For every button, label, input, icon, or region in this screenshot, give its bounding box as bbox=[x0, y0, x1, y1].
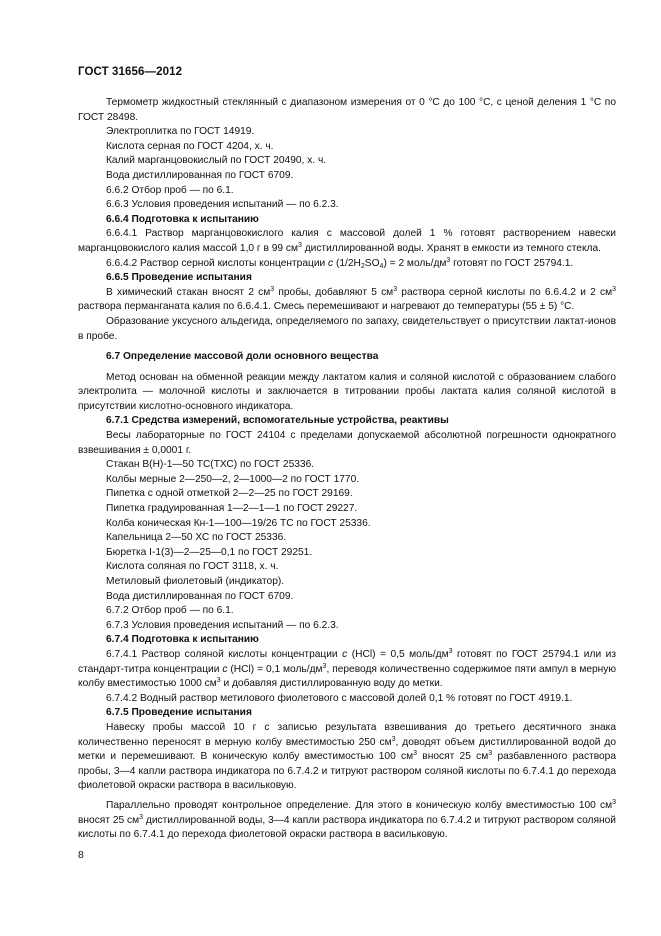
superscript: 3 bbox=[612, 798, 616, 806]
pipette-item: Пипетка с одной отметкой 2—2—25 по ГОСТ 29169. bbox=[106, 488, 353, 500]
hydrochloric-acid-item: Кислота соляная по ГОСТ 3118, х. ч. bbox=[106, 561, 279, 573]
heading-6-7: 6.7 Определение массовой доли основного вещества bbox=[106, 351, 379, 363]
text-run: вносят 25 см bbox=[417, 751, 489, 763]
heading-6-7-4: 6.7.4 Подготовка к испытанию bbox=[106, 634, 259, 646]
text-run: и добавляя дистиллированную воду до метки. bbox=[220, 678, 443, 690]
paragraph-6-7-4-2: 6.7.4.2 Водный раствор метилового фиолетового с массовой долей 0,1 % готовят по ГОСТ 4919.1. bbox=[106, 692, 573, 704]
text-run: (HCl) = 0,1 моль/дм bbox=[227, 663, 323, 675]
water-item: Вода дистиллированная по ГОСТ 6709. bbox=[106, 169, 294, 181]
superscript: 3 bbox=[446, 256, 451, 264]
concentration-symbol: c bbox=[222, 663, 228, 675]
superscript: 3 bbox=[297, 241, 302, 249]
burette-item: Бюретка I-1(3)—2—25—0,1 по ГОСТ 29251. bbox=[106, 546, 313, 558]
paragraph-6-6-5 bbox=[78, 286, 616, 315]
text-run: Навеску пробы массой 10 г с записью результата взвешивания до третьего десятичного знака количественно переносят в мерную колбу вместимостью 250 см bbox=[78, 721, 616, 748]
text-run: 6.7.4.1 Раствор соляной кислоты концентрации bbox=[106, 648, 343, 660]
heading-6-7-5: 6.7.5 Проведение испытания bbox=[106, 707, 252, 719]
superscript: 3 bbox=[488, 750, 493, 758]
subscript: 2 bbox=[360, 262, 365, 270]
aldehyde-paragraph: Образование уксусного альдегида, определяемого по запаху, свидетельствует о присутствии лактат-ионов в пробе. bbox=[78, 315, 616, 342]
superscript: 3 bbox=[413, 750, 418, 758]
text-run: дистиллированной воды. Хранят в емкости из темного стекла. bbox=[301, 242, 601, 254]
paragraph-6-6-4-2 bbox=[78, 257, 616, 272]
text-run: В химический стакан вносят 2 см bbox=[106, 286, 271, 298]
text-run: 6.6.4.1 Раствор марганцовокислого калия с массовой долей 1 % готовят растворением навески марганцовокислого калия массой 1,0 г в 99 см bbox=[78, 228, 616, 254]
text-run: вносят 25 см bbox=[78, 814, 140, 826]
thermometer-item: Термометр жидкостный стеклянный с диапазоном измерения от 0 °С до 100 °С, с ценой деления 1 °С по ГОСТ 28498. bbox=[78, 97, 616, 123]
concentration-symbol: c bbox=[328, 257, 334, 269]
paragraph-6-7-4-1 bbox=[78, 648, 616, 692]
superscript: 3 bbox=[391, 735, 396, 743]
section-6-6-3: 6.6.3 Условия проведения испытаний — по 6.2.3. bbox=[106, 199, 339, 211]
text-run: SO bbox=[364, 257, 380, 269]
paragraph-6-6-4-1 bbox=[78, 227, 616, 256]
text-run: Параллельно проводят контрольное определение. Для этого в коническую колбу вместимостью 100 см bbox=[106, 799, 613, 811]
permanganate-item: Калий марганцовокислый по ГОСТ 20490, х. ч. bbox=[106, 155, 327, 167]
section-6-6-2: 6.6.2 Отбор проб — по 6.1. bbox=[106, 184, 234, 196]
heading-6-7-1: 6.7.1 Средства измерений, вспомогательные устройства, реактивы bbox=[106, 415, 449, 427]
indicator-item: Метиловый фиолетовый (индикатор). bbox=[106, 576, 285, 587]
superscript: 3 bbox=[612, 285, 616, 293]
concentration-symbol: c bbox=[342, 648, 348, 660]
page-number: 8 bbox=[78, 849, 84, 861]
superscript: 3 bbox=[270, 285, 275, 293]
text-run: , переводя количественно содержимое пяти ампул в мерную колбу вместимостью 1000 см bbox=[78, 663, 617, 690]
document-body bbox=[78, 96, 616, 843]
scales-item: Весы лабораторные по ГОСТ 24104 с пределами допускаемой абсолютной погрешности однократного взвешивания ± 0,0001 г. bbox=[78, 430, 616, 456]
heading-6-6-4: 6.6.4 Подготовка к испытанию bbox=[106, 213, 259, 225]
text-run: дистиллированной воды, 3—4 капли раствора индикатора по 6.7.4.2 и титруют раствором соляной кислоты по 6.7.4.1 до перехода фиолетовой окраски раствора в васильковую. bbox=[78, 814, 616, 841]
heading-6-6-5: 6.6.5 Проведение испытания bbox=[106, 272, 252, 284]
text-run: раствора серной кислоты по 6.6.4.2 и 2 см bbox=[397, 286, 613, 298]
text-run: разбавленного раствора пробы, 3—4 капли раствора индикатора по 6.7.4.2 и титруют раствором соляной кислоты по 6.7.4.1 до перехода фиолетовой окраски раствора в васильковую. bbox=[78, 751, 617, 792]
text-run: ) = 2 моль/дм bbox=[383, 257, 447, 269]
superscript: 3 bbox=[393, 285, 398, 293]
paragraph-6-7-5 bbox=[78, 721, 616, 794]
control-paragraph bbox=[78, 799, 616, 843]
section-6-7-3: 6.7.3 Условия проведения испытаний — по 6.2.3. bbox=[106, 619, 339, 631]
text-run: раствора перманганата калия по 6.6.4.1. Смесь перемешивают и нагревают до температуры (55 ± 5) °С. bbox=[78, 301, 575, 313]
water-item: Вода дистиллированная по ГОСТ 6709. bbox=[106, 590, 294, 602]
superscript: 3 bbox=[216, 677, 221, 685]
text-run: 6.6.4.2 Раствор серной кислоты концентрации bbox=[106, 257, 329, 269]
text-run: готовят по ГОСТ 25794.1. bbox=[450, 257, 574, 269]
superscript: 3 bbox=[322, 662, 327, 670]
dropper-item: Капельница 2—50 ХС по ГОСТ 25336. bbox=[106, 532, 287, 544]
conical-flask-item: Колба коническая Кн-1—100—19/26 ТС по ГОСТ 25336. bbox=[106, 517, 371, 529]
text-run: (1/2H bbox=[333, 257, 361, 269]
stove-item: Электроплитка по ГОСТ 14919. bbox=[106, 126, 255, 138]
subscript: 4 bbox=[379, 262, 384, 270]
flasks-item: Колбы мерные 2—250—2, 2—1000—2 по ГОСТ 1770. bbox=[106, 473, 360, 485]
beaker-item: Стакан В(Н)-1—50 ТС(ТХС) по ГОСТ 25336. bbox=[106, 459, 315, 471]
text-run: готовят по ГОСТ 25794.1 или из стандарт-титра концентрации bbox=[78, 648, 617, 675]
graduated-pipette-item: Пипетка градуированная 1—2—1—1 по ГОСТ 29227. bbox=[106, 503, 358, 515]
section-6-7-2: 6.7.2 Отбор проб — по 6.1. bbox=[106, 605, 234, 617]
sulfuric-acid-item: Кислота серная по ГОСТ 4204, х. ч. bbox=[106, 140, 274, 152]
text-run: пробы, добавляют 5 см bbox=[274, 286, 394, 298]
text-run: , доводят объем дистиллированной водой до метки и перемешивают. В коническую колбу вместимостью 100 см bbox=[78, 736, 616, 763]
standard-header: ГОСТ 31656—2012 bbox=[78, 66, 183, 78]
text-run: (HCl) = 0,5 моль/дм bbox=[347, 648, 449, 660]
superscript: 3 bbox=[139, 813, 144, 821]
superscript: 3 bbox=[448, 647, 453, 655]
method-paragraph: Метод основан на обменной реакции между лактатом калия и соляной кислотой с образованием слабого электролита — молочной кислоты и заключается в титровании пробы лактата калия соляной кислотой в присутствии кислотно-основного индикатора. bbox=[78, 371, 616, 412]
